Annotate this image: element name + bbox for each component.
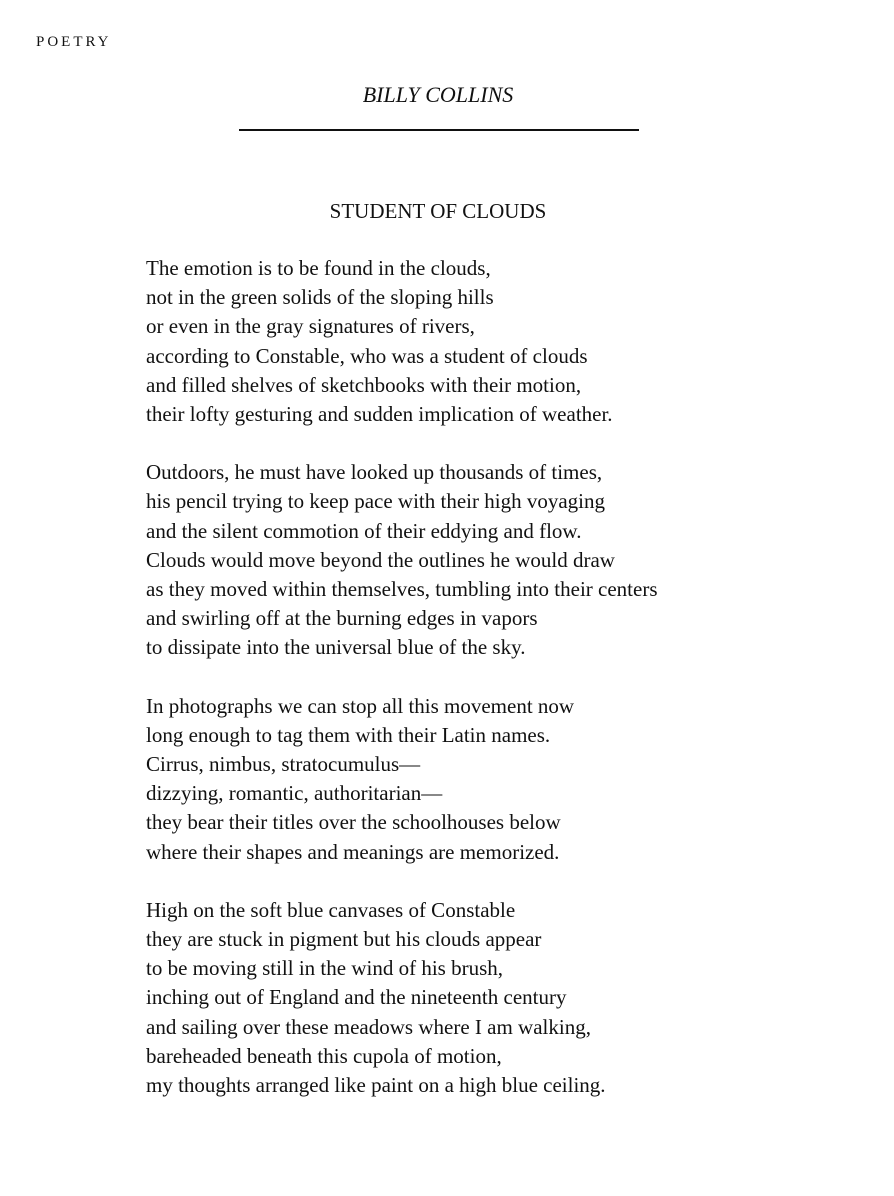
author-rule [239,129,639,131]
poem-body [146,254,866,1129]
poem-line: In photographs we can stop all this movement now [146,693,575,718]
poem-line: Outdoors, he must have looked up thousands of times, [146,460,603,485]
section-label: POETRY [36,34,112,50]
stanza [146,692,866,867]
poem-line: Cirrus, nimbus, stratocumulus— [146,752,421,777]
poem-line: their lofty gesturing and sudden implication of weather. [146,402,613,427]
stanza [146,458,866,662]
poem-line: dizzying, romantic, authoritarian— [146,781,443,806]
stanza [146,896,866,1100]
author-name: BILLY COLLINS [362,82,514,107]
stanza [146,254,866,429]
poem-line: and sailing over these meadows where I am walking, [146,1014,591,1039]
poem-line: they are stuck in pigment but his clouds appear [146,927,542,952]
poem-line: to be moving still in the wind of his brush, [146,956,503,981]
poem-line: where their shapes and meanings are memorized. [146,839,560,864]
poem-line: they bear their titles over the schoolhouses below [146,810,561,835]
poem-line: Clouds would move beyond the outlines he would draw [146,547,615,572]
poem-line: or even in the gray signatures of rivers, [146,314,475,339]
poem-line: The emotion is to be found in the clouds, [146,256,491,280]
poem-line: High on the soft blue canvases of Constable [146,897,516,922]
poem-line: to dissipate into the universal blue of the sky. [146,635,526,660]
poem-line: and swirling off at the burning edges in vapors [146,606,538,631]
poem-line: as they moved within themselves, tumbling into their centers [146,577,658,602]
poem-line: and the silent commotion of their eddying and flow. [146,518,582,543]
poem-line: inching out of England and the nineteenth century [146,985,567,1010]
poem-line: and filled shelves of sketchbooks with their motion, [146,372,582,397]
poem-line: bareheaded beneath this cupola of motion, [146,1043,502,1068]
poem-line: not in the green solids of the sloping hills [146,285,494,310]
poem-line: long enough to tag them with their Latin names. [146,722,551,747]
poem-line: my thoughts arranged like paint on a high blue ceiling. [146,1073,606,1098]
poem-line: his pencil trying to keep pace with their high voyaging [146,489,605,514]
poem-title: STUDENT OF CLOUDS [329,199,547,223]
poem-line: according to Constable, who was a student of clouds [146,343,588,368]
